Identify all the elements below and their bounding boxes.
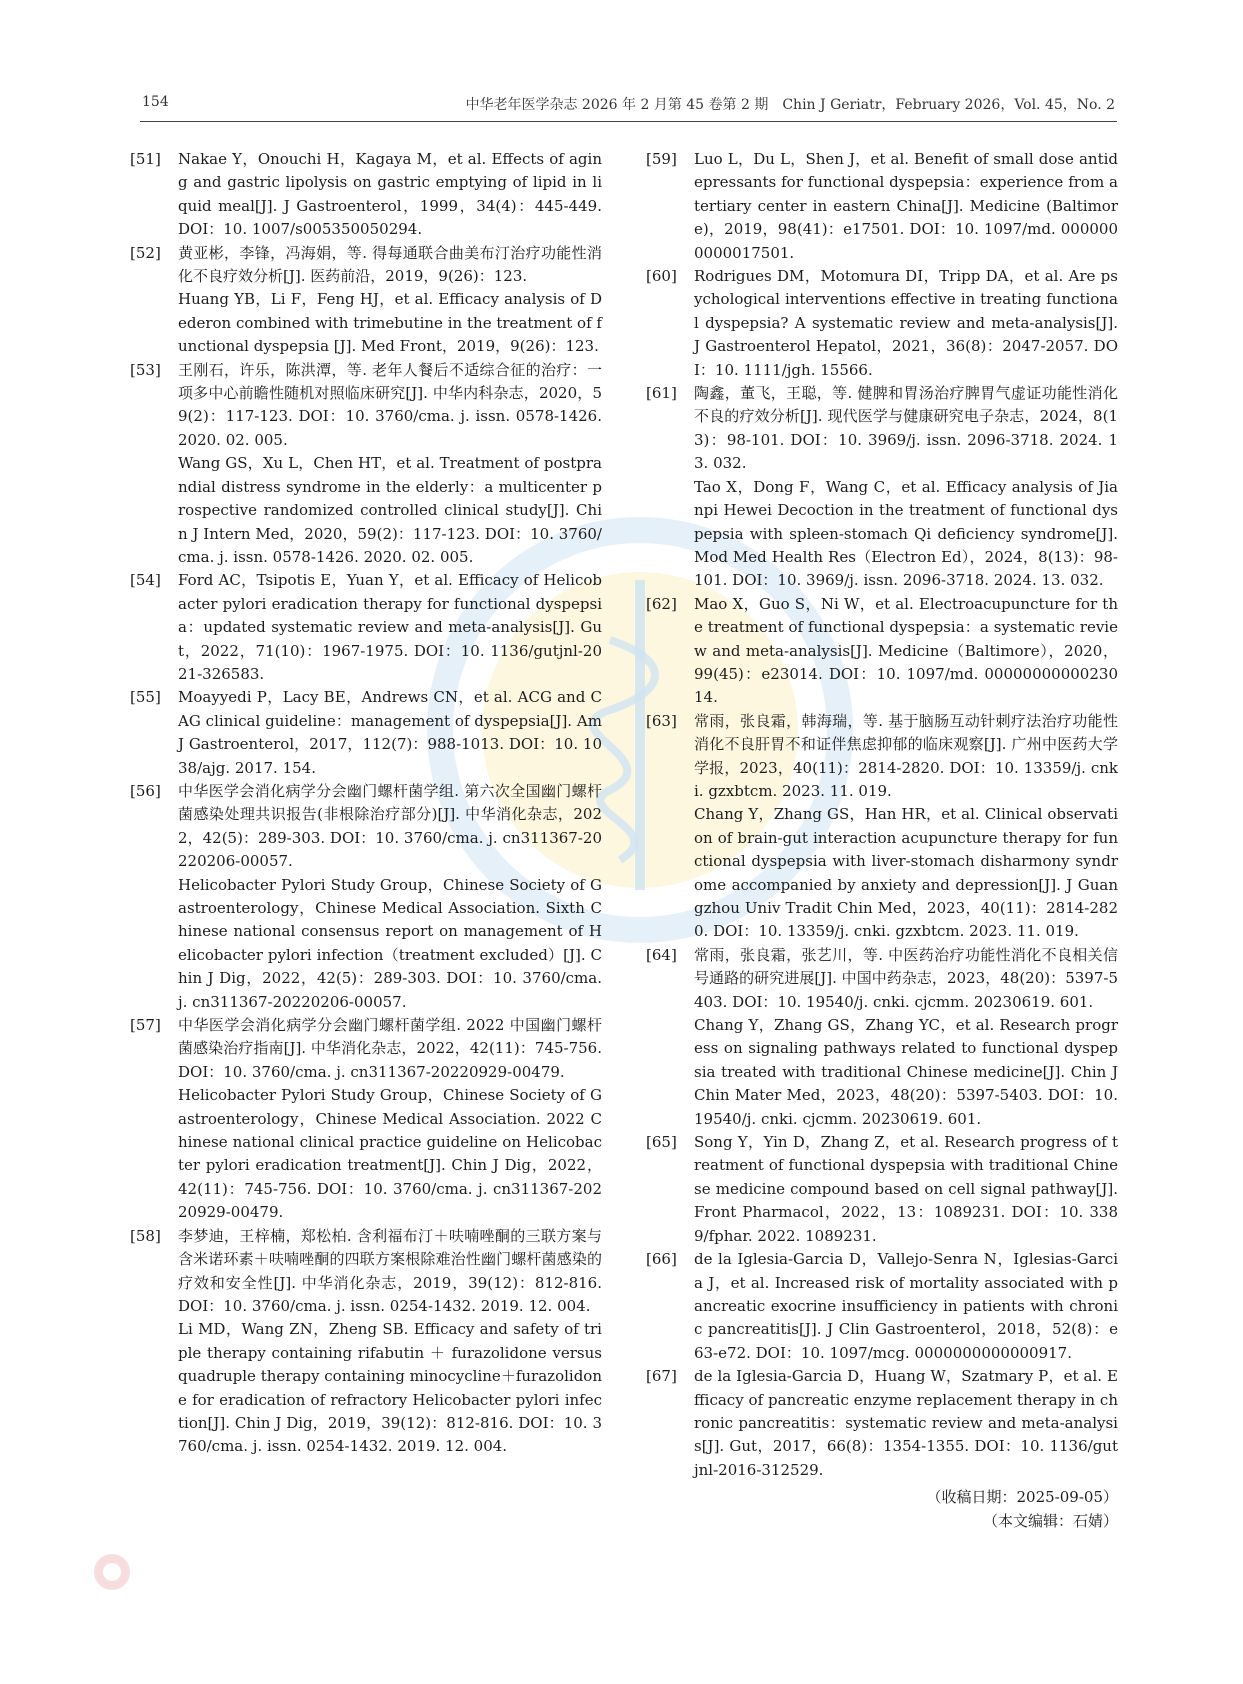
reference-text: Helicobacter Pylori Study Group，Chinese Society of Gastroenterology，Chinese Medical Association. 2022 Chinese national clinical practice guideline on Helicobacter pylori eradication treatment[J]. Chin J Dig，2022，42(11)：745-756. DOI：10. 3760/cma. j. cn311367-20220929-00479. xyxy=(178,1086,602,1222)
publisher-logo-icon xyxy=(90,1545,520,1599)
reference-text: de la Iglesia-Garcia D，Vallejo-Senra N，Iglesias-Garcia J，et al. Increased risk of mortality associated with pancreatic exocrine insufficiency in patients with chronic pancreatitis[J]. J Clin Gastroenterol，2018，52(8)：e63-e72. DOI：10. 1097/mcg. 0000000000000917. xyxy=(694,1250,1118,1362)
reference-text: Song Y，Yin D，Zhang Z，et al. Research progress of treatment of functional dyspepsia with traditional Chinese medicine compound based on cell signal pathway[J]. Front Pharmacol，2022，13：1089231. DOI：10. 3389/fphar. 2022. 1089231. xyxy=(694,1133,1118,1245)
reference-item xyxy=(130,1225,602,1459)
reference-text: 王刚石，许乐，陈洪潭，等. 老年人餐后不适综合征的治疗：一项多中心前瞻性随机对照临床研究[J]. 中华内科杂志，2020，59(2)：117-123. DOI：10. 3760/cma. j. issn. 0578-1426. 2020. 02. 005. xyxy=(178,360,602,449)
reference-item xyxy=(130,780,602,1014)
running-header: 中华老年医学杂志 2026 年 2 月第 45 卷第 2 期 Chin J Geriatr，February 2026，Vol. 45，No. 2 xyxy=(465,97,1115,113)
reference-item xyxy=(130,1014,602,1225)
reference-number: [57] xyxy=(130,1016,161,1035)
reference-item xyxy=(130,242,602,359)
reference-item xyxy=(130,148,602,242)
reference-number: [51] xyxy=(130,150,161,168)
reference-item xyxy=(646,1365,1118,1482)
reference-text: 李梦迪，王梓楠，郑松柏. 含利福布汀＋呋喃唑酮的三联方案与含米诺环素＋呋喃唑酮的四联方案根除难治性幽门螺杆菌感染的疗效和安全性[J]. 中华消化杂志，2019，39(12)：812-816. DOI：10. 3760/cma. j. issn. 0254-1432. 2019. 12. 004. xyxy=(178,1226,602,1315)
reference-text: Tao X，Dong F，Wang C，et al. Efficacy analysis of Jianpi Hewei Decoction in the treatment of functional dyspepsia with spleen-stomach Qi deficiency syndrome[J]. Mod Med Health Res（Electron Ed），2024，8(13)：98-101. DOI：10. 3969/j. issn. 2096-3718. 2024. 13. 032. xyxy=(694,477,1118,590)
reference-text: 常雨，张良霜，张艺川，等. 中医药治疗功能性消化不良相关信号通路的研究进展[J]. 中国中药杂志，2023，48(20)：5397-5403. DOI：10. 19540/j. cnki. cjcmm. 20230619. 601. xyxy=(694,945,1118,1011)
reference-number: [55] xyxy=(130,688,161,707)
received-date: （收稿日期：2025-09-05） xyxy=(926,1488,1118,1507)
reference-column-left xyxy=(130,148,602,1459)
reference-text: Helicobacter Pylori Study Group，Chinese Society of Gastroenterology，Chinese Medical Association. Sixth Chinese national consensus report on management of Helicobacter pylori infection（treatment excluded）[J]. Chin J Dig，2022，42(5)：289-303. DOI：10. 3760/cma. j. cn311367-20220206-00057. xyxy=(178,875,602,1011)
reference-text: 常雨，张良霜，韩海瑞，等. 基于脑肠互动针刺疗法治疗功能性消化不良肝胃不和证伴焦虑抑郁的临床观察[J]. 广州中医药大学学报，2023，40(11)：2814-2820. DOI：10. 13359/j. cnki. gzxbtcm. 2023. 11. 019. xyxy=(694,711,1118,800)
reference-item xyxy=(646,1248,1118,1365)
reference-text: Huang YB，Li F，Feng HJ，et al. Efficacy analysis of Dederon combined with trimebutine in the treatment of functional dyspepsia [J]. Med Front，2019，9(26)：123. xyxy=(178,290,602,356)
reference-item xyxy=(646,710,1118,944)
reference-number: [56] xyxy=(130,781,161,800)
reference-text: Moayyedi P，Lacy BE，Andrews CN，et al. ACG and CAG clinical guideline：management of dyspepsia[J]. Am J Gastroenterol，2017，112(7)：988-1013. DOI：10. 1038/ajg. 2017. 154. xyxy=(178,688,602,777)
reference-item xyxy=(130,686,602,780)
reference-number: [65] xyxy=(646,1133,677,1152)
reference-text: Rodrigues DM，Motomura DI，Tripp DA，et al. Are psychological interventions effective in treating functional dyspepsia? A systematic review and meta-analysis[J]. J Gastroenterol Hepatol，2021，36(8)：2047-2057. DOI：10. 1111/jgh. 15566. xyxy=(694,267,1118,379)
reference-text: 中华医学会消化病学分会幽门螺杆菌学组. 2022 中国幽门螺杆菌感染治疗指南[J]. 中华消化杂志，2022，42(11)：745-756. DOI：10. 3760/cma. j. cn311367-20220929-00479. xyxy=(178,1016,602,1081)
reference-number: [59] xyxy=(646,150,677,168)
reference-number: [62] xyxy=(646,594,677,613)
reference-text: Wang GS，Xu L，Chen HT，et al. Treatment of postprandial distress syndrome in the elderly：a multicenter prospective randomized controlled clinical study[J]. Chin J Intern Med，2020，59(2)：117-123. DOI：10. 3760/cma. j. issn. 0578-1426. 2020. 02. 005. xyxy=(178,454,602,566)
reference-text: 黄亚彬，李锋，冯海娟，等. 得每通联合曲美布汀治疗功能性消化不良疗效分析[J]. 医药前沿，2019，9(26)：123. xyxy=(178,243,602,286)
reference-item xyxy=(646,148,1118,265)
reference-text: 陶鑫，董飞，王聪，等. 健脾和胃汤治疗脾胃气虚证功能性消化不良的疗效分析[J]. 现代医学与健康研究电子杂志，2024，8(13)：98-101. DOI：10. 3969/j. issn. 2096-3718. 2024. 13. 032. xyxy=(694,384,1118,473)
reference-number: [53] xyxy=(130,360,161,379)
reference-number: [58] xyxy=(130,1226,161,1245)
reference-column-right xyxy=(646,148,1118,1533)
reference-text: Ford AC，Tsipotis E，Yuan Y，et al. Efficacy of Helicobacter pylori eradication therapy for functional dyspepsia：updated systematic review and meta-analysis[J]. Gut，2022，71(10)：1967-1975. DOI：10. 1136/gutjnl-2021-326583. xyxy=(178,571,602,683)
reference-text: Chang Y，Zhang GS，Han HR，et al. Clinical observation of brain-gut interaction acupuncture therapy for functional dyspepsia with liver-stomach disharmony syndrome accompanied by anxiety and depression[J]. J Guangzhou Univ Tradit Chin Med，2023，40(11)：2814-2820. DOI：10. 13359/j. cnki. gzxbtcm. 2023. 11. 019. xyxy=(694,805,1118,941)
reference-number: [63] xyxy=(646,711,677,730)
reference-text: Mao X，Guo S，Ni W，et al. Electroacupuncture for the treatment of functional dyspepsia：a systematic review and meta-analysis[J]. Medicine（Baltimore），2020，99(45)：e23014. DOI：10. 1097/md. 0000000000023014. xyxy=(694,594,1118,707)
reference-number: [67] xyxy=(646,1367,677,1386)
reference-text: de la Iglesia-Garcia D，Huang W，Szatmary P，et al. Efficacy of pancreatic enzyme replacement therapy in chronic pancreatitis：systematic review and meta-analysis[J]. Gut，2017，66(8)：1354-1355. DOI：10. 1136/gutjnl-2016-312529. xyxy=(694,1367,1118,1479)
reference-item xyxy=(646,944,1118,1131)
reference-text: Chang Y，Zhang GS，Zhang YC，et al. Research progress on signaling pathways related to functional dyspepsia treated with traditional Chinese medicine[J]. Chin J Chin Mater Med，2023，48(20)：5397-5403. DOI：10. 19540/j. cnki. cjcmm. 20230619. 601. xyxy=(694,1016,1118,1128)
reference-number: [61] xyxy=(646,384,677,403)
reference-number: [52] xyxy=(130,243,161,262)
reference-number: [66] xyxy=(646,1250,677,1269)
reference-item xyxy=(646,1131,1118,1248)
reference-number: [60] xyxy=(646,267,677,286)
editor-credit: （本文编辑：石婧） xyxy=(982,1511,1118,1530)
reference-item xyxy=(646,265,1118,382)
reference-item xyxy=(646,593,1118,710)
reference-item xyxy=(130,569,602,686)
reference-number: [54] xyxy=(130,571,161,590)
reference-number: [64] xyxy=(646,945,677,964)
reference-text: Li MD，Wang ZN，Zheng SB. Efficacy and safety of triple therapy containing rifabutin ＋ furazolidone versus quadruple therapy containing minocycline＋furazolidone for eradication of refractory Helicobacter pylori infection[J]. Chin J Dig，2019，39(12)：812-816. DOI：10. 3760/cma. j. issn. 0254-1432. 2019. 12. 004. xyxy=(178,1320,602,1456)
reference-text: 中华医学会消化病学分会幽门螺杆菌学组. 第六次全国幽门螺杆菌感染处理共识报告(非根除治疗部分)[J]. 中华消化杂志，2022，42(5)：289-303. DOI：10. 3760/cma. j. cn311367-20220206-00057. xyxy=(178,781,602,871)
reference-text: Nakae Y，Onouchi H，Kagaya M，et al. Effects of aging and gastric lipolysis on gastric emptying of lipid in liquid meal[J]. J Gastroenterol，1999，34(4)：445-449. DOI：10. 1007/s005350050294. xyxy=(178,150,602,239)
reference-text: Luo L，Du L，Shen J，et al. Benefit of small dose antidepressants for functional dyspepsia：experience from a tertiary center in eastern China[J]. Medicine (Baltimore)，2019，98(41)：e17501. DOI：10. 1097/md. 0000000000017501. xyxy=(694,150,1118,262)
reference-item xyxy=(130,359,602,570)
header-rule xyxy=(140,121,1117,122)
reference-item xyxy=(646,382,1118,593)
page-number: 154 xyxy=(142,94,169,110)
